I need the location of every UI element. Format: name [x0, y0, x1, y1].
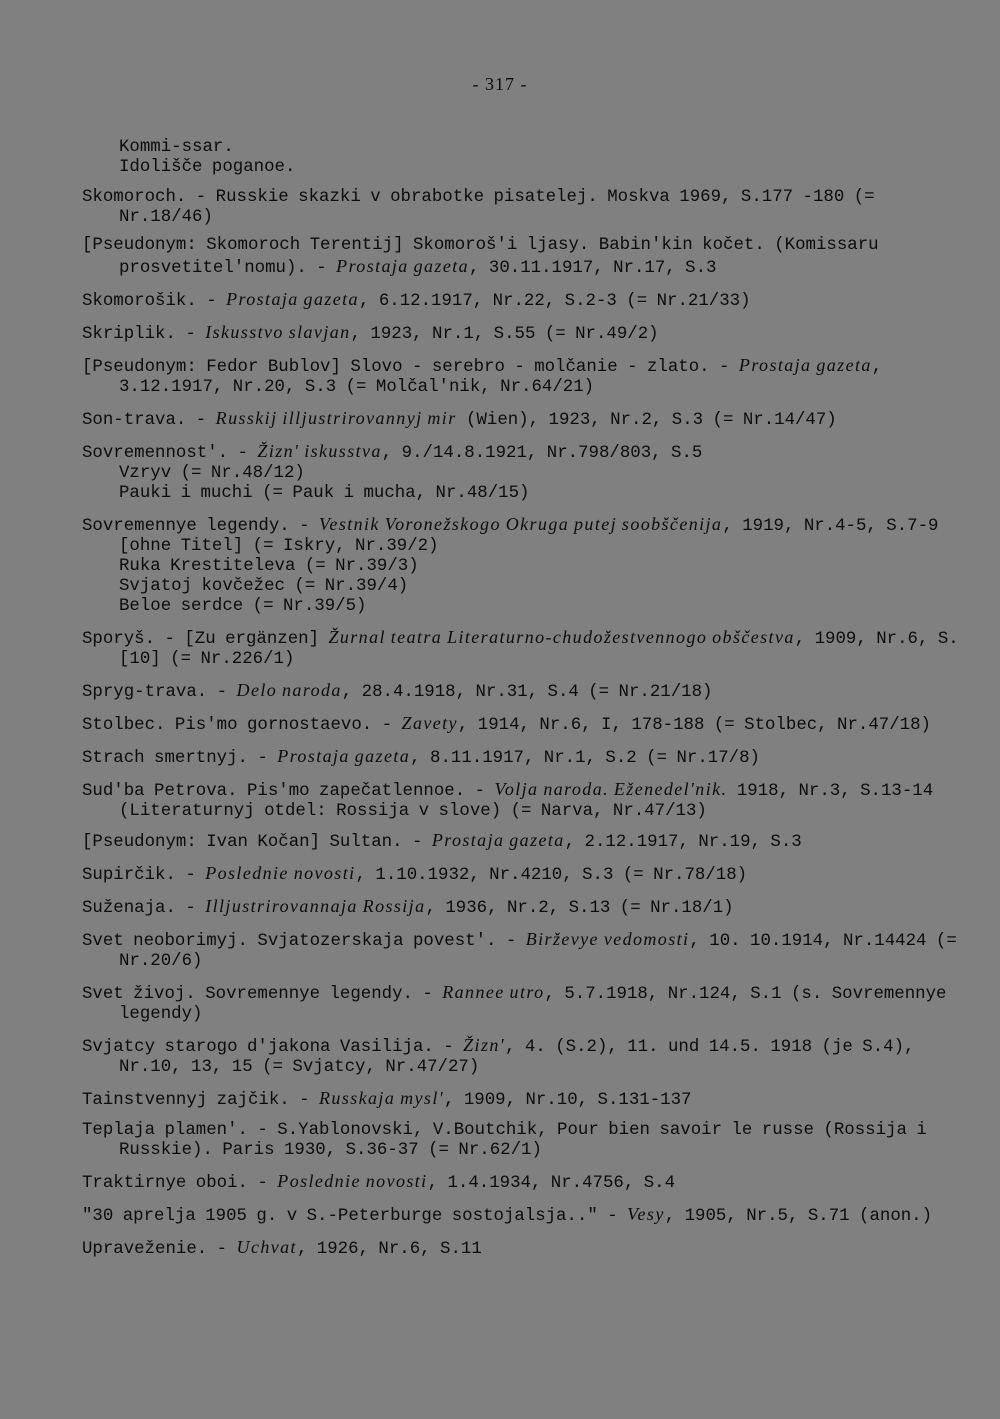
entry-text: Skomorošik. -	[82, 292, 227, 311]
entry-details: , 30.11.1917, Nr.17, S.3	[469, 259, 717, 278]
bibliography-entry	[82, 1204, 962, 1227]
entry-details: , 1.4.1934, Nr.4756, S.4	[427, 1174, 676, 1193]
page-number: - 317 -	[472, 74, 528, 94]
entry-source-title: Prostaja gazeta	[336, 256, 470, 276]
entry-text: Spryg-trava. -	[82, 683, 237, 702]
entry-source-title: Birževye vedomosti	[525, 929, 690, 949]
bibliography-entry	[82, 896, 962, 919]
entry-details: (Wien), 1923, Nr.2, S.3 (= Nr.14/47)	[456, 411, 837, 430]
entry-text: Traktirnye oboi. -	[82, 1174, 278, 1193]
bibliography-entry	[82, 138, 962, 158]
entry-details: , 3.12.1917, Nr.20, S.3 (= Molčal'nik, Nr.64/21)	[119, 358, 883, 397]
entry-text: Strach smertnyj. -	[82, 749, 278, 768]
bibliography-entry	[82, 1171, 962, 1194]
bibliography-entry	[82, 982, 962, 1025]
entry-source-title: Žurnal teatra Literaturno-chudožestvennogo obščestva	[328, 627, 795, 647]
entry-text: Supirčik. -	[82, 866, 206, 885]
entry-source-title: Illjustrirovannaja Rossija	[205, 896, 426, 916]
bibliography-entry	[82, 929, 962, 972]
bibliography-entry	[82, 188, 962, 228]
entry-source-title: Prostaja gazeta	[738, 355, 872, 375]
bibliography-list	[82, 138, 962, 1260]
entry-source-title: Vesy	[627, 1204, 665, 1224]
bibliography-entry	[82, 713, 962, 736]
entry-source-title: Žizn' iskusstva	[257, 441, 382, 461]
entry-text: Beloe serdce (= Nr.39/5)	[119, 597, 367, 616]
bibliography-entry	[82, 830, 962, 853]
bibliography-entry	[82, 322, 962, 345]
entry-details: , 1.10.1932, Nr.4210, S.3 (= Nr.78/18)	[355, 866, 748, 885]
entry-text: Upraveženie. -	[82, 1240, 237, 1259]
entry-text: Sovremennost'. -	[82, 444, 258, 463]
entry-details: , 1909, Nr.10, S.131-137	[443, 1091, 692, 1110]
entry-details: , 1909, Nr.6, S.[10] (= Nr.226/1)	[119, 630, 959, 669]
bibliography-entry	[82, 577, 962, 597]
bibliography-entry	[82, 464, 962, 484]
entry-text: Svet neoborimyj. Svjatozerskaja povest'. -	[82, 932, 526, 951]
entry-text: Tainstvennyj zajčik. -	[82, 1091, 320, 1110]
entry-text: Pauki i muchi (= Pauk i mucha, Nr.48/15)	[119, 484, 530, 503]
entry-text: [Pseudonym: Fedor Bublov] Slovo - serebro - molčanie - zlato. -	[82, 358, 739, 377]
entry-source-title: Zavety	[401, 713, 458, 733]
entry-source-title: Poslednie novosti	[277, 1171, 428, 1191]
entry-source-title: Prostaja gazeta	[277, 746, 411, 766]
entry-text: Sud'ba Petrova. Pis'mo zapečatlennoe. -	[82, 782, 495, 801]
entry-details: , 28.4.1918, Nr.31, S.4 (= Nr.21/18)	[341, 683, 713, 702]
entry-text: Sovremennye legendy. -	[82, 517, 320, 536]
entry-text: Skriplik. -	[82, 325, 206, 344]
entry-text: Ruka Krestiteleva (= Nr.39/3)	[119, 557, 419, 576]
entry-source-title: Prostaja gazeta	[226, 289, 359, 309]
bibliography-entry	[82, 236, 962, 279]
entry-source-title: Uchvat	[236, 1237, 297, 1257]
entry-text: Vzryv (= Nr.48/12)	[119, 464, 305, 483]
entry-details: 1918, Nr.3, S.13-14 (Literaturnyj otdel: Rossija v slove) (= Narva, Nr.47/13)	[119, 782, 934, 821]
bibliography-entry	[82, 863, 962, 886]
entry-source-title: Delo naroda	[236, 680, 342, 700]
entry-text: Sporyš. - [Zu ergänzen]	[82, 630, 329, 649]
bibliography-entry	[82, 1088, 962, 1111]
bibliography-entry	[82, 1121, 962, 1161]
entry-text: Teplaja plamen'. - S.Yablonovski, V.Boutchik, Pour bien savoir le russe (Rossija i Russkie). Paris 1930, S.36-37 (= Nr.62/1)	[82, 1121, 927, 1160]
bibliography-entry	[82, 537, 962, 557]
entry-source-title: Rannee utro	[442, 982, 545, 1002]
entry-details: , 2.12.1917, Nr.19, S.3	[564, 833, 802, 852]
bibliography-entry	[82, 441, 962, 464]
entry-text: Suženaja. -	[82, 899, 206, 918]
bibliography-entry	[82, 408, 962, 431]
entry-details: , 1919, Nr.4-5, S.7-9	[722, 517, 939, 536]
entry-details: , 5.7.1918, Nr.124, S.1 (s. Sovremennye legendy)	[119, 985, 947, 1024]
entry-details: , 1926, Nr.6, S.11	[296, 1240, 482, 1259]
bibliography-entry	[82, 514, 962, 537]
entry-source-title: Žizn'	[463, 1035, 506, 1055]
bibliography-entry	[82, 158, 962, 178]
entry-text: Son-trava. -	[82, 411, 216, 430]
entry-text: Stolbec. Pis'mo gornostaevo. -	[82, 716, 402, 735]
bibliography-entry	[82, 289, 962, 312]
entry-details: , 1905, Nr.5, S.71 (anon.)	[664, 1207, 933, 1226]
entry-text: Svet živoj. Sovremennye legendy. -	[82, 985, 443, 1004]
bibliography-entry	[82, 1035, 962, 1078]
entry-source-title: Volja naroda. Eženedel'nik.	[494, 779, 728, 799]
bibliography-entry	[82, 597, 962, 617]
entry-text: Svjatcy starogo d'jakona Vasilija. -	[82, 1038, 464, 1057]
entry-source-title: Vestnik Voronežskogo Okruga putej soobščenija	[319, 514, 723, 534]
entry-text: Idolišče poganoe.	[119, 158, 296, 177]
bibliography-entry	[82, 779, 962, 822]
bibliography-entry	[82, 1237, 962, 1260]
entry-text: [Pseudonym: Ivan Kočan] Sultan. -	[82, 833, 432, 852]
bibliography-entry	[82, 484, 962, 504]
bibliography-entry	[82, 627, 962, 670]
entry-details: , 6.12.1917, Nr.22, S.2-3 (= Nr.21/33)	[358, 292, 751, 311]
entry-source-title: Russkij illjustrirovannyj mir	[215, 408, 457, 428]
entry-text: "30 aprelja 1905 g. v S.-Peterburge sostojalsja.." -	[82, 1207, 628, 1226]
entry-source-title: Poslednie novosti	[205, 863, 356, 883]
bibliography-entry	[82, 557, 962, 577]
entry-details: , 1923, Nr.1, S.55 (= Nr.49/2)	[350, 325, 659, 344]
entry-source-title: Prostaja gazeta	[431, 830, 565, 850]
bibliography-entry	[82, 746, 962, 769]
entry-source-title: Iskusstvo slavjan	[205, 322, 351, 342]
entry-details: , 10. 10.1914, Nr.14424 (= Nr.20/6)	[119, 932, 957, 971]
entry-details: , 1914, Nr.6, I, 178-188 (= Stolbec, Nr.47/18)	[457, 716, 931, 735]
entry-details: , 4. (S.2), 11. und 14.5. 1918 (je S.4), Nr.10, 13, 15 (= Svjatcy, Nr.47/27)	[119, 1038, 915, 1077]
entry-details: , 1936, Nr.2, S.13 (= Nr.18/1)	[425, 899, 734, 918]
entry-text: Skomoroch. - Russkie skazki v obrabotke pisatelej. Moskva 1969, S.177 -180 (= Nr.18/46)	[82, 188, 875, 227]
entry-text: [Pseudonym: Skomoroch Terentij] Skomoroš'i ljasy. Babin'kin kočet. (Komissaru prosvetitel'nomu). -	[82, 236, 879, 278]
bibliography-entry	[82, 680, 962, 703]
entry-text: Svjatoj kovčežec (= Nr.39/4)	[119, 577, 409, 596]
entry-details: , 9./14.8.1921, Nr.798/803, S.5	[381, 444, 703, 463]
entry-text: Kommi-ssar.	[119, 138, 234, 157]
entry-text: [ohne Titel] (= Iskry, Nr.39/2)	[119, 537, 439, 556]
bibliography-entry	[82, 355, 962, 398]
entry-source-title: Russkaja mysl'	[319, 1088, 444, 1108]
entry-details: , 8.11.1917, Nr.1, S.2 (= Nr.17/8)	[410, 749, 760, 768]
